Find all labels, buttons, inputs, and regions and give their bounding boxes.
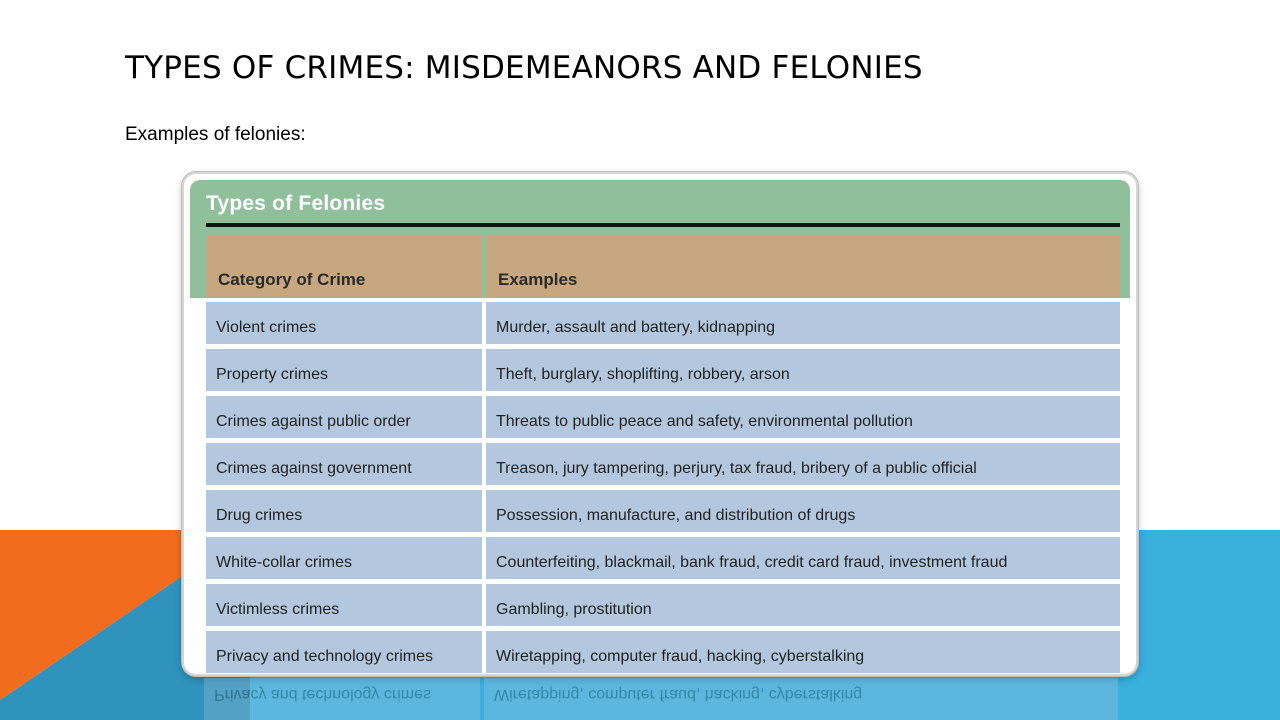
reflected-examples-cell: Wiretapping, computer fraud, hacking, cyberstalking bbox=[484, 678, 1118, 720]
examples-cell: Gambling, prostitution bbox=[486, 584, 1120, 626]
table-reflection bbox=[182, 678, 1138, 720]
slide-title: TYPES OF CRIMES: MISDEMEANORS AND FELONIES bbox=[125, 50, 923, 86]
table-header-row bbox=[206, 236, 1120, 298]
category-cell: Property crimes bbox=[206, 349, 482, 391]
examples-cell: Wiretapping, computer fraud, hacking, cyberstalking bbox=[486, 631, 1120, 673]
reflected-row bbox=[204, 678, 1118, 720]
table-title: Types of Felonies bbox=[206, 192, 386, 215]
header-examples: Examples bbox=[486, 236, 1120, 298]
table-row bbox=[206, 443, 1120, 485]
examples-cell: Theft, burglary, shoplifting, robbery, arson bbox=[486, 349, 1120, 391]
table-row bbox=[206, 302, 1120, 344]
reflected-category-cell: Privacy and technology crimes bbox=[204, 678, 480, 720]
felonies-table-image bbox=[182, 172, 1138, 676]
table-row bbox=[206, 537, 1120, 579]
examples-cell: Murder, assault and battery, kidnapping bbox=[486, 302, 1120, 344]
reflection-inner bbox=[182, 678, 1138, 720]
title-rule bbox=[206, 223, 1120, 227]
table-row bbox=[206, 349, 1120, 391]
examples-cell: Threats to public peace and safety, environmental pollution bbox=[486, 396, 1120, 438]
table-row bbox=[206, 584, 1120, 626]
category-cell: Crimes against public order bbox=[206, 396, 482, 438]
examples-cell: Counterfeiting, blackmail, bank fraud, credit card fraud, investment fraud bbox=[486, 537, 1120, 579]
category-cell: Crimes against government bbox=[206, 443, 482, 485]
category-cell: Privacy and technology crimes bbox=[206, 631, 482, 673]
category-cell: White-collar crimes bbox=[206, 537, 482, 579]
examples-cell: Treason, jury tampering, perjury, tax fraud, bribery of a public official bbox=[486, 443, 1120, 485]
category-cell: Drug crimes bbox=[206, 490, 482, 532]
slide-subtitle: Examples of felonies: bbox=[125, 124, 306, 145]
category-cell: Victimless crimes bbox=[206, 584, 482, 626]
table-row bbox=[206, 490, 1120, 532]
table-row bbox=[206, 396, 1120, 438]
category-cell: Violent crimes bbox=[206, 302, 482, 344]
table-row bbox=[206, 631, 1120, 673]
examples-cell: Possession, manufacture, and distribution of drugs bbox=[486, 490, 1120, 532]
header-category: Category of Crime bbox=[206, 236, 482, 298]
